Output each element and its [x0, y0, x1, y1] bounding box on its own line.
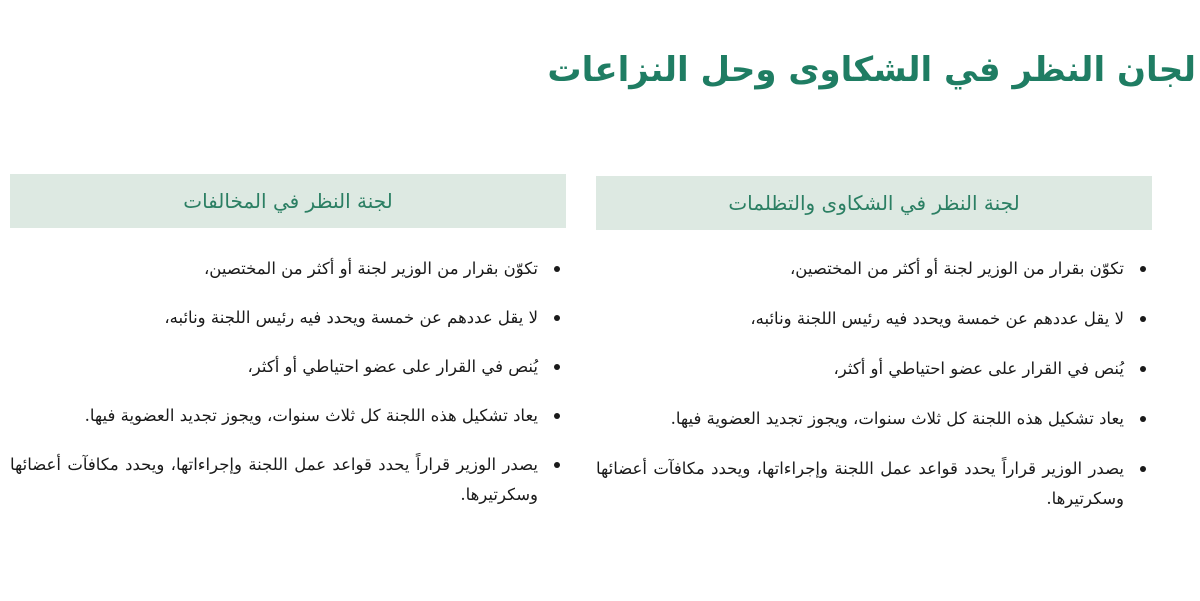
- bullet-icon: [554, 413, 560, 419]
- violations-committee-list: [10, 254, 566, 510]
- list-item: [596, 354, 1152, 384]
- bullet-icon: [554, 462, 560, 468]
- bullet-icon: [554, 266, 560, 272]
- violations-committee-heading: لجنة النظر في المخالفات: [10, 174, 566, 228]
- list-item-text: يعاد تشكيل هذه اللجنة كل ثلاث سنوات، ويجوز تجديد العضوية فيها.: [670, 409, 1124, 428]
- bullet-icon: [1140, 266, 1146, 272]
- list-item-text: يصدر الوزير قراراً يحدد قواعد عمل اللجنة وإجراءاتها، ويحدد مكافآت أعضائها وسكرتيرها.: [10, 455, 538, 504]
- list-item-text: تكوّن بقرار من الوزير لجنة أو أكثر من المختصين،: [789, 259, 1124, 278]
- list-item: [10, 303, 566, 333]
- bullet-icon: [554, 315, 560, 321]
- list-item-text: يُنص في القرار على عضو احتياطي أو أكثر،: [833, 359, 1124, 378]
- list-item: [596, 304, 1152, 334]
- list-item-text: لا يقل عددهم عن خمسة ويحدد فيه رئيس اللجنة ونائبه،: [164, 308, 538, 327]
- complaints-committee-panel: [596, 176, 1152, 534]
- list-item-text: يعاد تشكيل هذه اللجنة كل ثلاث سنوات، ويجوز تجديد العضوية فيها.: [84, 406, 538, 425]
- bullet-icon: [1140, 316, 1146, 322]
- complaints-committee-heading: لجنة النظر في الشكاوى والتظلمات: [596, 176, 1152, 230]
- list-item-text: يصدر الوزير قراراً يحدد قواعد عمل اللجنة وإجراءاتها، ويحدد مكافآت أعضائها وسكرتيرها.: [596, 459, 1124, 508]
- violations-committee-panel: [10, 174, 566, 529]
- list-item-text: لا يقل عددهم عن خمسة ويحدد فيه رئيس اللجنة ونائبه،: [750, 309, 1124, 328]
- list-item-text: يُنص في القرار على عضو احتياطي أو أكثر،: [247, 357, 538, 376]
- list-item: [10, 254, 566, 284]
- list-item: [596, 404, 1152, 434]
- list-item: [596, 454, 1152, 514]
- bullet-icon: [1140, 466, 1146, 472]
- complaints-committee-list: [596, 254, 1152, 514]
- bullet-icon: [554, 364, 560, 370]
- list-item-text: تكوّن بقرار من الوزير لجنة أو أكثر من المختصين،: [203, 259, 538, 278]
- page-title: لجان النظر في الشكاوى وحل النزاعات: [547, 50, 1196, 90]
- list-item: [10, 450, 566, 510]
- list-item: [10, 401, 566, 431]
- bullet-icon: [1140, 416, 1146, 422]
- bullet-icon: [1140, 366, 1146, 372]
- list-item: [596, 254, 1152, 284]
- list-item: [10, 352, 566, 382]
